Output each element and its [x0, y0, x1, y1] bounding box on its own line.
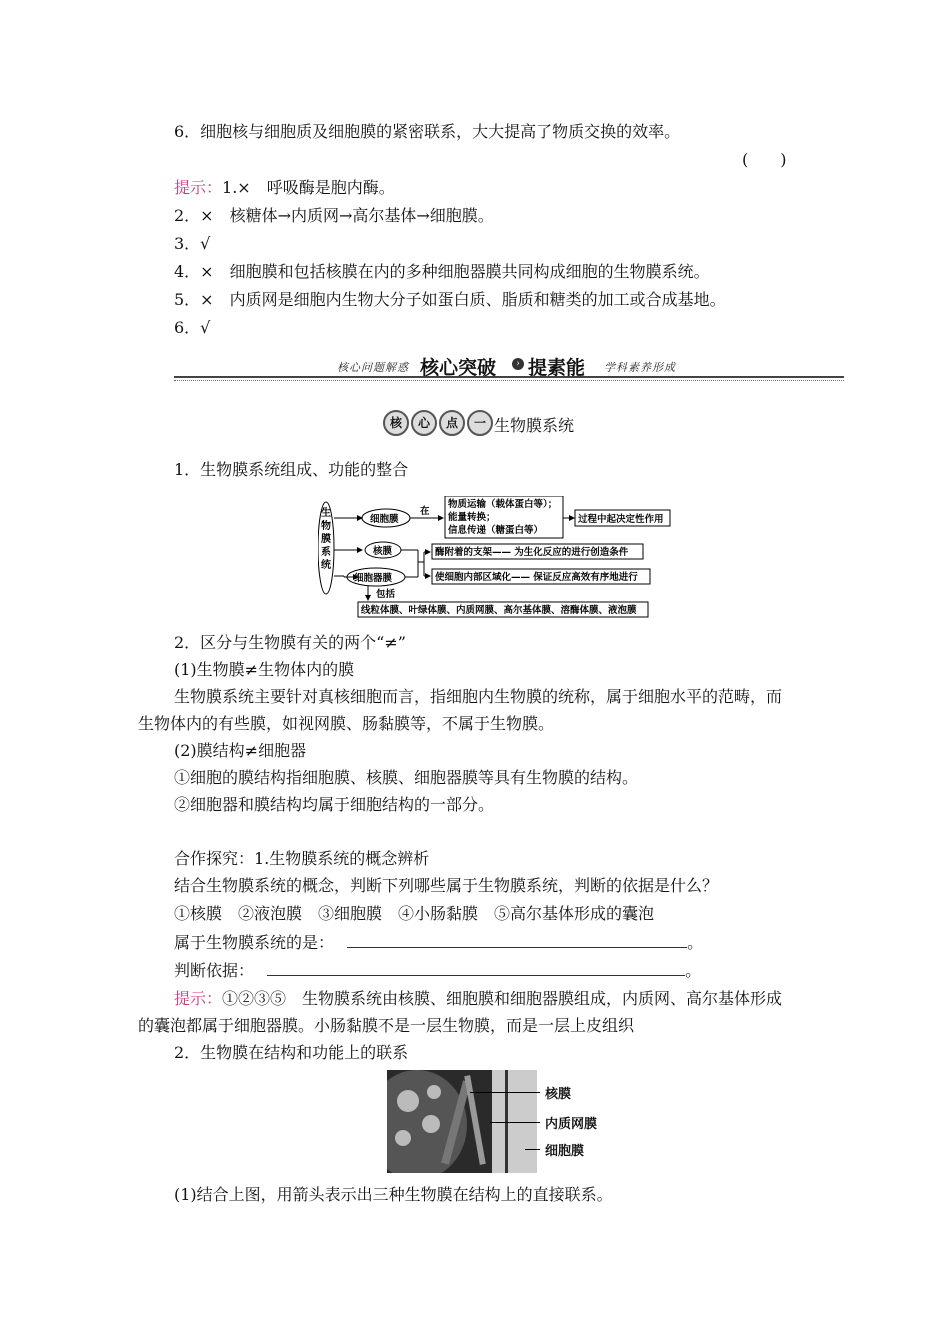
- inquiry-options: ①核膜 ②液泡膜 ③细胞膜 ④小肠黏膜 ⑤高尔基体形成的囊泡: [174, 904, 655, 923]
- figure-label-cell-membrane: 细胞膜: [545, 1144, 585, 1159]
- paragraph-5: (2)膜结构≠细胞器: [174, 741, 307, 760]
- hint-5: 5．× 内质网是细胞内生物大分子如蛋白质、脂质和糖类的加工或合成基地。: [174, 290, 726, 309]
- function-1: 酶附着的支架—— 为生化反应的进行创造条件: [435, 547, 629, 558]
- paragraph-2: 2．区分与生物膜有关的两个“≠”: [174, 633, 406, 652]
- hint-3: 3．√: [174, 234, 211, 253]
- answer-line-1-label: 属于生物膜系统的是：: [174, 933, 335, 952]
- period: 。: [687, 933, 704, 952]
- diagram-root: 生物膜系统: [321, 508, 331, 571]
- badge-char: 心: [411, 410, 437, 436]
- hint-2: 2．× 核糖体→内质网→高尔基体→细胞膜。: [174, 206, 494, 225]
- diagram-in-label: 在: [420, 506, 430, 517]
- badge-char: 一: [467, 410, 493, 436]
- answer-line-1: [174, 932, 703, 954]
- core-point-badge: [383, 410, 493, 434]
- answer-line-2: [174, 960, 701, 982]
- banner-left-caption: 核心问题解惑: [337, 361, 409, 374]
- section-banner: [174, 355, 844, 381]
- node-organelle-membrane: 细胞器膜: [354, 573, 393, 584]
- figure-label-er-membrane: 内质网膜: [545, 1117, 598, 1132]
- cooperative-inquiry: 合作探究：1.生物膜系统的概念辨析: [174, 849, 430, 868]
- question-6: 6．细胞核与细胞质及细胞膜的紧密联系，大大提高了物质交换的效率。: [174, 122, 681, 141]
- paragraph-15: (1)结合上图，用箭头表示出三种生物膜在结构上的直接联系。: [174, 1185, 613, 1204]
- hint-label: 提示：: [174, 178, 223, 197]
- period: 。: [685, 961, 702, 980]
- fill-blank-1[interactable]: [347, 933, 687, 948]
- hint-label: 提示：: [174, 989, 223, 1008]
- banner-title-1: 核心突破: [420, 357, 497, 379]
- banner-title-2: 提素能: [528, 357, 586, 379]
- hint-answer-text: ①②③⑤ 生物膜系统由核膜、细胞膜和细胞器膜组成，内质网、高尔基体形成: [222, 989, 783, 1008]
- diagram-box-line2: 能量转换；: [448, 512, 496, 523]
- paragraph-7: ②细胞器和膜结构均属于细胞结构的一部分。: [174, 795, 495, 814]
- section-title: 生物膜系统: [494, 416, 575, 435]
- paragraph-1: 1．生物膜系统组成、功能的整合: [174, 460, 409, 479]
- paragraph-6: ①细胞的膜结构指细胞膜、核膜、细胞器膜等具有生物膜的结构。: [174, 768, 639, 787]
- inquiry-question: 结合生物膜系统的概念，判断下列哪些属于生物膜系统，判断的依据是什么？: [174, 876, 719, 895]
- banner-right-caption: 学科素养形成: [604, 361, 676, 374]
- hint-4: 4．× 细胞膜和包括核膜在内的多种细胞器膜共同构成细胞的生物膜系统。: [174, 262, 710, 281]
- paragraph-4b: 生物体内的有些膜，如视网膜、肠黏膜等，不属于生物膜。: [138, 714, 555, 733]
- node-nuclear-membrane: 核膜: [373, 546, 393, 557]
- diagram-result: 过程中起决定性作用: [578, 514, 664, 525]
- diagram-include-label: 包括: [376, 589, 396, 600]
- arrow-bullet-icon: ›: [512, 358, 524, 370]
- function-2: 使细胞内部区域化—— 保证反应高效有序地进行: [435, 572, 638, 583]
- diagram-box-line3: 信息传递（糖蛋白等）: [448, 525, 544, 536]
- badge-char: 点: [439, 410, 465, 436]
- hint-answer-cont: 的囊泡都属于细胞器膜。小肠黏膜不是一层生物膜，而是一层上皮组织: [138, 1016, 635, 1035]
- node-cell-membrane: 细胞膜: [370, 514, 399, 525]
- answer-parentheses: ( ): [742, 150, 787, 169]
- answer-line-2-label: 判断依据：: [174, 961, 255, 980]
- paragraph-4a: 生物膜系统主要针对真核细胞而言，指细胞内生物膜的统称，属于细胞水平的范畴，而: [174, 687, 783, 706]
- hint-1: [174, 177, 395, 199]
- hint-answer: [174, 988, 782, 1010]
- hint-1-text: 1.× 呼吸酶是胞内酶。: [222, 178, 395, 197]
- concept-diagram: [318, 496, 680, 620]
- paragraph-3: (1)生物膜≠生物体内的膜: [174, 660, 355, 679]
- fill-blank-2[interactable]: [267, 961, 685, 976]
- figure-label-nuclear-membrane: 核膜: [545, 1087, 572, 1102]
- diagram-box-line1: 物质运输（载体蛋白等）；: [448, 499, 558, 510]
- hint-6: 6．√: [174, 318, 211, 337]
- paragraph-14: 2．生物膜在结构和功能上的联系: [174, 1043, 409, 1062]
- badge-char: 核: [383, 410, 409, 436]
- organelle-list: 线粒体膜、叶绿体膜、内质网膜、高尔基体膜、溶酶体膜、液泡膜: [361, 605, 637, 616]
